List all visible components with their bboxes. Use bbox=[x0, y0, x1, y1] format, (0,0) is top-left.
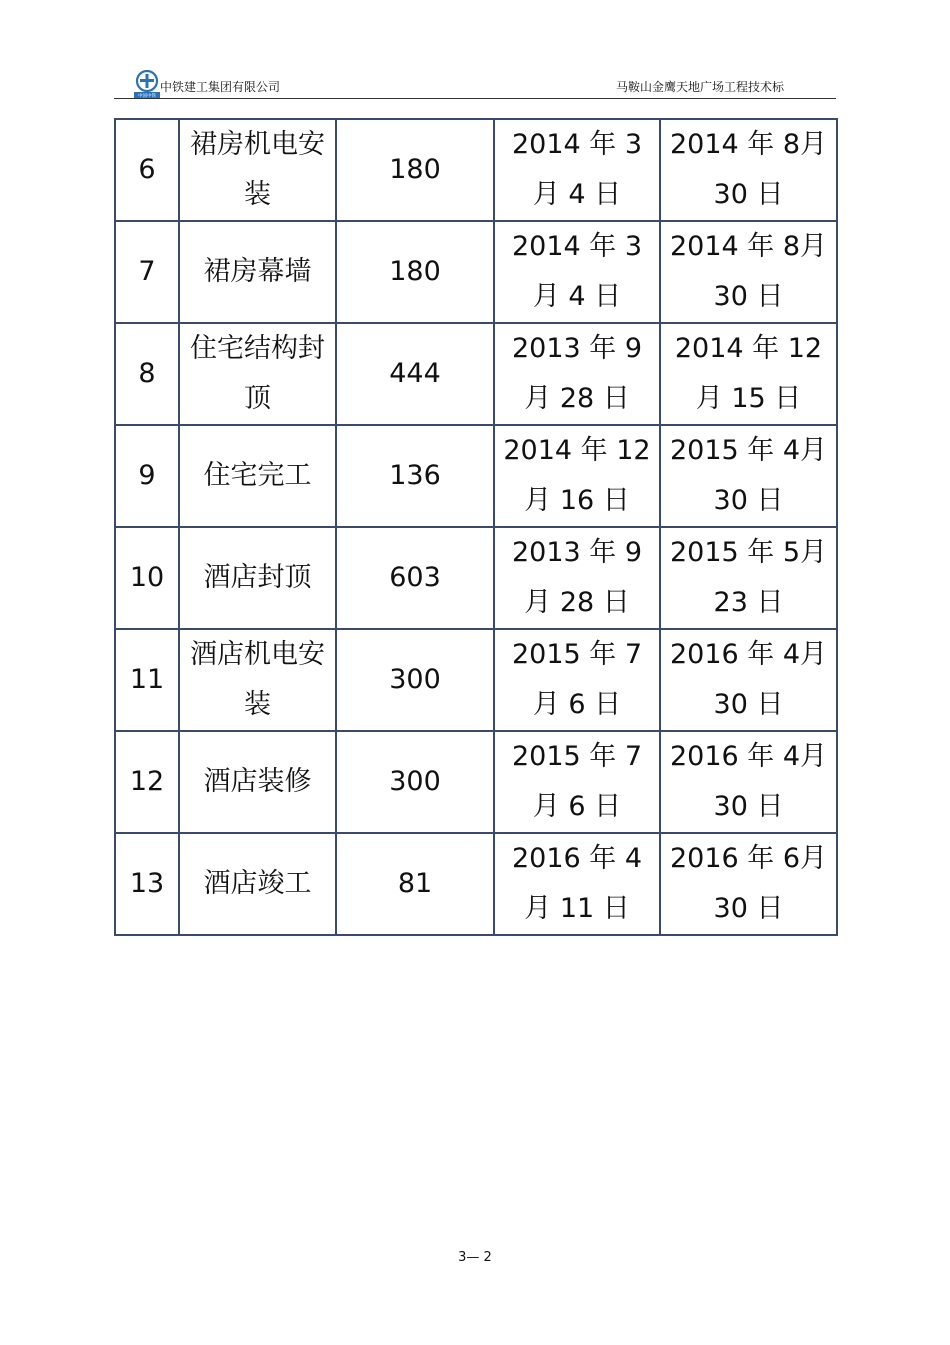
milestone-name-cell: 住宅完工 bbox=[179, 425, 336, 527]
duration-cell: 180 bbox=[336, 221, 494, 323]
svg-text:中国中铁: 中国中铁 bbox=[138, 94, 156, 98]
schedule-table bbox=[114, 118, 838, 936]
duration-cell: 136 bbox=[336, 425, 494, 527]
end-date-cell: 2014 年 12 月 15 日 bbox=[660, 323, 837, 425]
schedule-table-body bbox=[115, 119, 837, 935]
milestone-name-cell: 酒店机电安装 bbox=[179, 629, 336, 731]
milestone-name-cell: 酒店竣工 bbox=[179, 833, 336, 935]
row-number-cell: 6 bbox=[115, 119, 179, 221]
start-date-cell: 2015 年 7 月 6 日 bbox=[494, 731, 660, 833]
end-date-cell: 2015 年 5月 23 日 bbox=[660, 527, 837, 629]
row-number-cell: 12 bbox=[115, 731, 179, 833]
start-date-cell: 2014 年 3 月 4 日 bbox=[494, 119, 660, 221]
end-date-cell: 2014 年 8月 30 日 bbox=[660, 119, 837, 221]
end-date-cell: 2015 年 4月 30 日 bbox=[660, 425, 837, 527]
duration-cell: 180 bbox=[336, 119, 494, 221]
table-row bbox=[115, 323, 837, 425]
row-number-cell: 10 bbox=[115, 527, 179, 629]
duration-cell: 603 bbox=[336, 527, 494, 629]
table-row bbox=[115, 527, 837, 629]
end-date-cell: 2014 年 8月 30 日 bbox=[660, 221, 837, 323]
row-number-cell: 11 bbox=[115, 629, 179, 731]
page-number: 3— 2 bbox=[458, 1250, 492, 1265]
document-title: 马鞍山金鹰天地广场工程技术标 bbox=[615, 80, 784, 94]
table-row bbox=[115, 221, 837, 323]
milestone-name-cell: 裙房机电安装 bbox=[179, 119, 336, 221]
table-row bbox=[115, 731, 837, 833]
start-date-cell: 2014 年 12 月 16 日 bbox=[494, 425, 660, 527]
table-row bbox=[115, 833, 837, 935]
milestone-name-cell: 住宅结构封顶 bbox=[179, 323, 336, 425]
start-date-cell: 2013 年 9 月 28 日 bbox=[494, 323, 660, 425]
duration-cell: 300 bbox=[336, 629, 494, 731]
row-number-cell: 8 bbox=[115, 323, 179, 425]
company-name: 中铁建工集团有限公司 bbox=[160, 80, 281, 94]
table-row bbox=[115, 119, 837, 221]
start-date-cell: 2013 年 9 月 28 日 bbox=[494, 527, 660, 629]
start-date-cell: 2014 年 3 月 4 日 bbox=[494, 221, 660, 323]
milestone-name-cell: 酒店装修 bbox=[179, 731, 336, 833]
crcc-logo-icon bbox=[134, 70, 160, 98]
duration-cell: 300 bbox=[336, 731, 494, 833]
table-row bbox=[115, 425, 837, 527]
end-date-cell: 2016 年 4月 30 日 bbox=[660, 731, 837, 833]
end-date-cell: 2016 年 4月 30 日 bbox=[660, 629, 837, 731]
end-date-cell: 2016 年 6月 30 日 bbox=[660, 833, 837, 935]
row-number-cell: 13 bbox=[115, 833, 179, 935]
row-number-cell: 7 bbox=[115, 221, 179, 323]
milestone-name-cell: 酒店封顶 bbox=[179, 527, 336, 629]
page-header bbox=[134, 70, 784, 100]
table-row bbox=[115, 629, 837, 731]
duration-cell: 81 bbox=[336, 833, 494, 935]
milestone-name-cell: 裙房幕墙 bbox=[179, 221, 336, 323]
duration-cell: 444 bbox=[336, 323, 494, 425]
row-number-cell: 9 bbox=[115, 425, 179, 527]
start-date-cell: 2015 年 7 月 6 日 bbox=[494, 629, 660, 731]
start-date-cell: 2016 年 4 月 11 日 bbox=[494, 833, 660, 935]
header-divider bbox=[114, 98, 836, 99]
